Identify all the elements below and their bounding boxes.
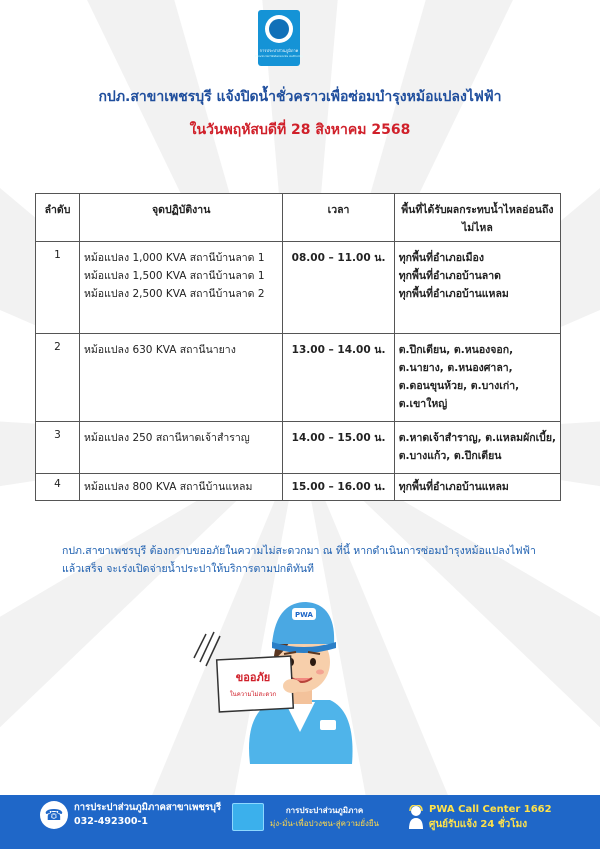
pwa-logo xyxy=(255,10,303,66)
logo-text-th: การประปาส่วนภูมิภาค xyxy=(259,48,299,53)
table-row xyxy=(36,334,561,422)
row-time: 13.00 – 14.00 น. xyxy=(283,334,394,422)
cap-text: PWA xyxy=(295,611,313,619)
row-location: หม้อแปลง 1,000 KVA สถานีบ้านลาด 1 หม้อแปลง 1,500 KVA สถานีบ้านลาด 1 หม้อแปลง 2,500 KVA สถานีบ้านลาด 2 xyxy=(79,242,282,334)
footer-call-center xyxy=(408,802,552,832)
phone-icon: ☎ xyxy=(40,801,68,829)
row-no: 2 xyxy=(36,334,80,422)
sign-big-text: ขออภัย xyxy=(235,671,271,684)
row-area: ทุกพื้นที่อำเภอบ้านแหลม xyxy=(394,474,560,501)
row-time: 15.00 – 16.00 น. xyxy=(283,474,394,501)
table-row xyxy=(36,242,561,334)
row-location: หม้อแปลง 630 KVA สถานีนายาง xyxy=(79,334,282,422)
header-location: จุดปฏิบัติงาน xyxy=(79,194,282,242)
notice-line-2: แล้วเสร็จ จะเร่งเปิดจ่ายน้ำประปาให้บริการตามปกติทันที xyxy=(62,563,314,575)
row-time: 08.00 – 11.00 น. xyxy=(283,242,394,334)
footer-org-name: การประปาส่วนภูมิภาค xyxy=(285,806,364,815)
call-center-hours: ศูนย์รับแจ้ง 24 ชั่วโมง xyxy=(429,819,528,830)
footer-branch-contact xyxy=(40,801,221,829)
notice-title: กปภ.สาขาเพชรบุรี แจ้งปิดน้ำชั่วคราวเพื่อซ่อมบำรุงหม้อแปลงไฟฟ้า xyxy=(98,89,502,105)
footer-branch-phone: 032-492300-1 xyxy=(74,816,148,827)
row-area: ทุกพื้นที่อำเภอเมือง ทุกพื้นที่อำเภอบ้านลาด ทุกพื้นที่อำเภอบ้านแหลม xyxy=(394,242,560,334)
row-area: ต.หาดเจ้าสำราญ, ต.แหลมผักเบี้ย, ต.บางแก้ว, ต.ปึกเตียน xyxy=(394,422,560,474)
row-no: 4 xyxy=(36,474,80,501)
apology-notice xyxy=(62,542,562,578)
footer-bar xyxy=(0,795,600,849)
notice-line-1: กปภ.สาขาเพชรบุรี ต้องกราบขออภัยในความไม่สะดวกมา ณ ที่นี้ หากดำเนินการซ่อมบำรุงหม้อแปลงไฟฟ้า xyxy=(62,545,536,557)
table-header-row xyxy=(36,194,561,242)
row-no: 1 xyxy=(36,242,80,334)
footer-branch-name: การประปาส่วนภูมิภาคสาขาเพชรบุรี xyxy=(74,802,222,813)
table-row xyxy=(36,422,561,474)
footer-org xyxy=(232,803,379,831)
notice-date: ในวันพฤหัสบดีที่ 28 สิงหาคม 2568 xyxy=(189,122,411,138)
table-row xyxy=(36,474,561,501)
sign-small-text: ในความไม่สะดวก xyxy=(229,691,277,698)
pwa-seal-icon xyxy=(265,15,293,43)
footer-slogan: มุ่ง-มั่น-เพื่อปวงชน-สู่ความยั่งยืน xyxy=(270,819,380,828)
call-center-number: PWA Call Center 1662 xyxy=(429,804,552,815)
header-area: พื้นที่ได้รับผลกระทบน้ำไหลอ่อนถึง ไม่ไหล xyxy=(394,194,560,242)
header-no: ลำดับ xyxy=(36,194,80,242)
row-time: 14.00 – 15.00 น. xyxy=(283,422,394,474)
logo-text-en: Provincial Waterworks Authority xyxy=(255,54,303,58)
pwa-mini-logo-icon xyxy=(232,803,264,831)
row-area: ต.ปึกเตียน, ต.หนองจอก, ต.นายาง, ต.หนองศาลา, ต.ดอนขุนห้วย, ต.บางเก่า, ต.เขาใหญ่ xyxy=(394,334,560,422)
header-time: เวลา xyxy=(283,194,394,242)
row-location: หม้อแปลง 250 สถานีหาดเจ้าสำราญ xyxy=(79,422,282,474)
row-location: หม้อแปลง 800 KVA สถานีบ้านแหลม xyxy=(79,474,282,501)
schedule-table xyxy=(35,193,561,501)
call-agent-icon xyxy=(408,805,424,829)
row-no: 3 xyxy=(36,422,80,474)
pwa-mascot-illustration xyxy=(180,592,360,764)
